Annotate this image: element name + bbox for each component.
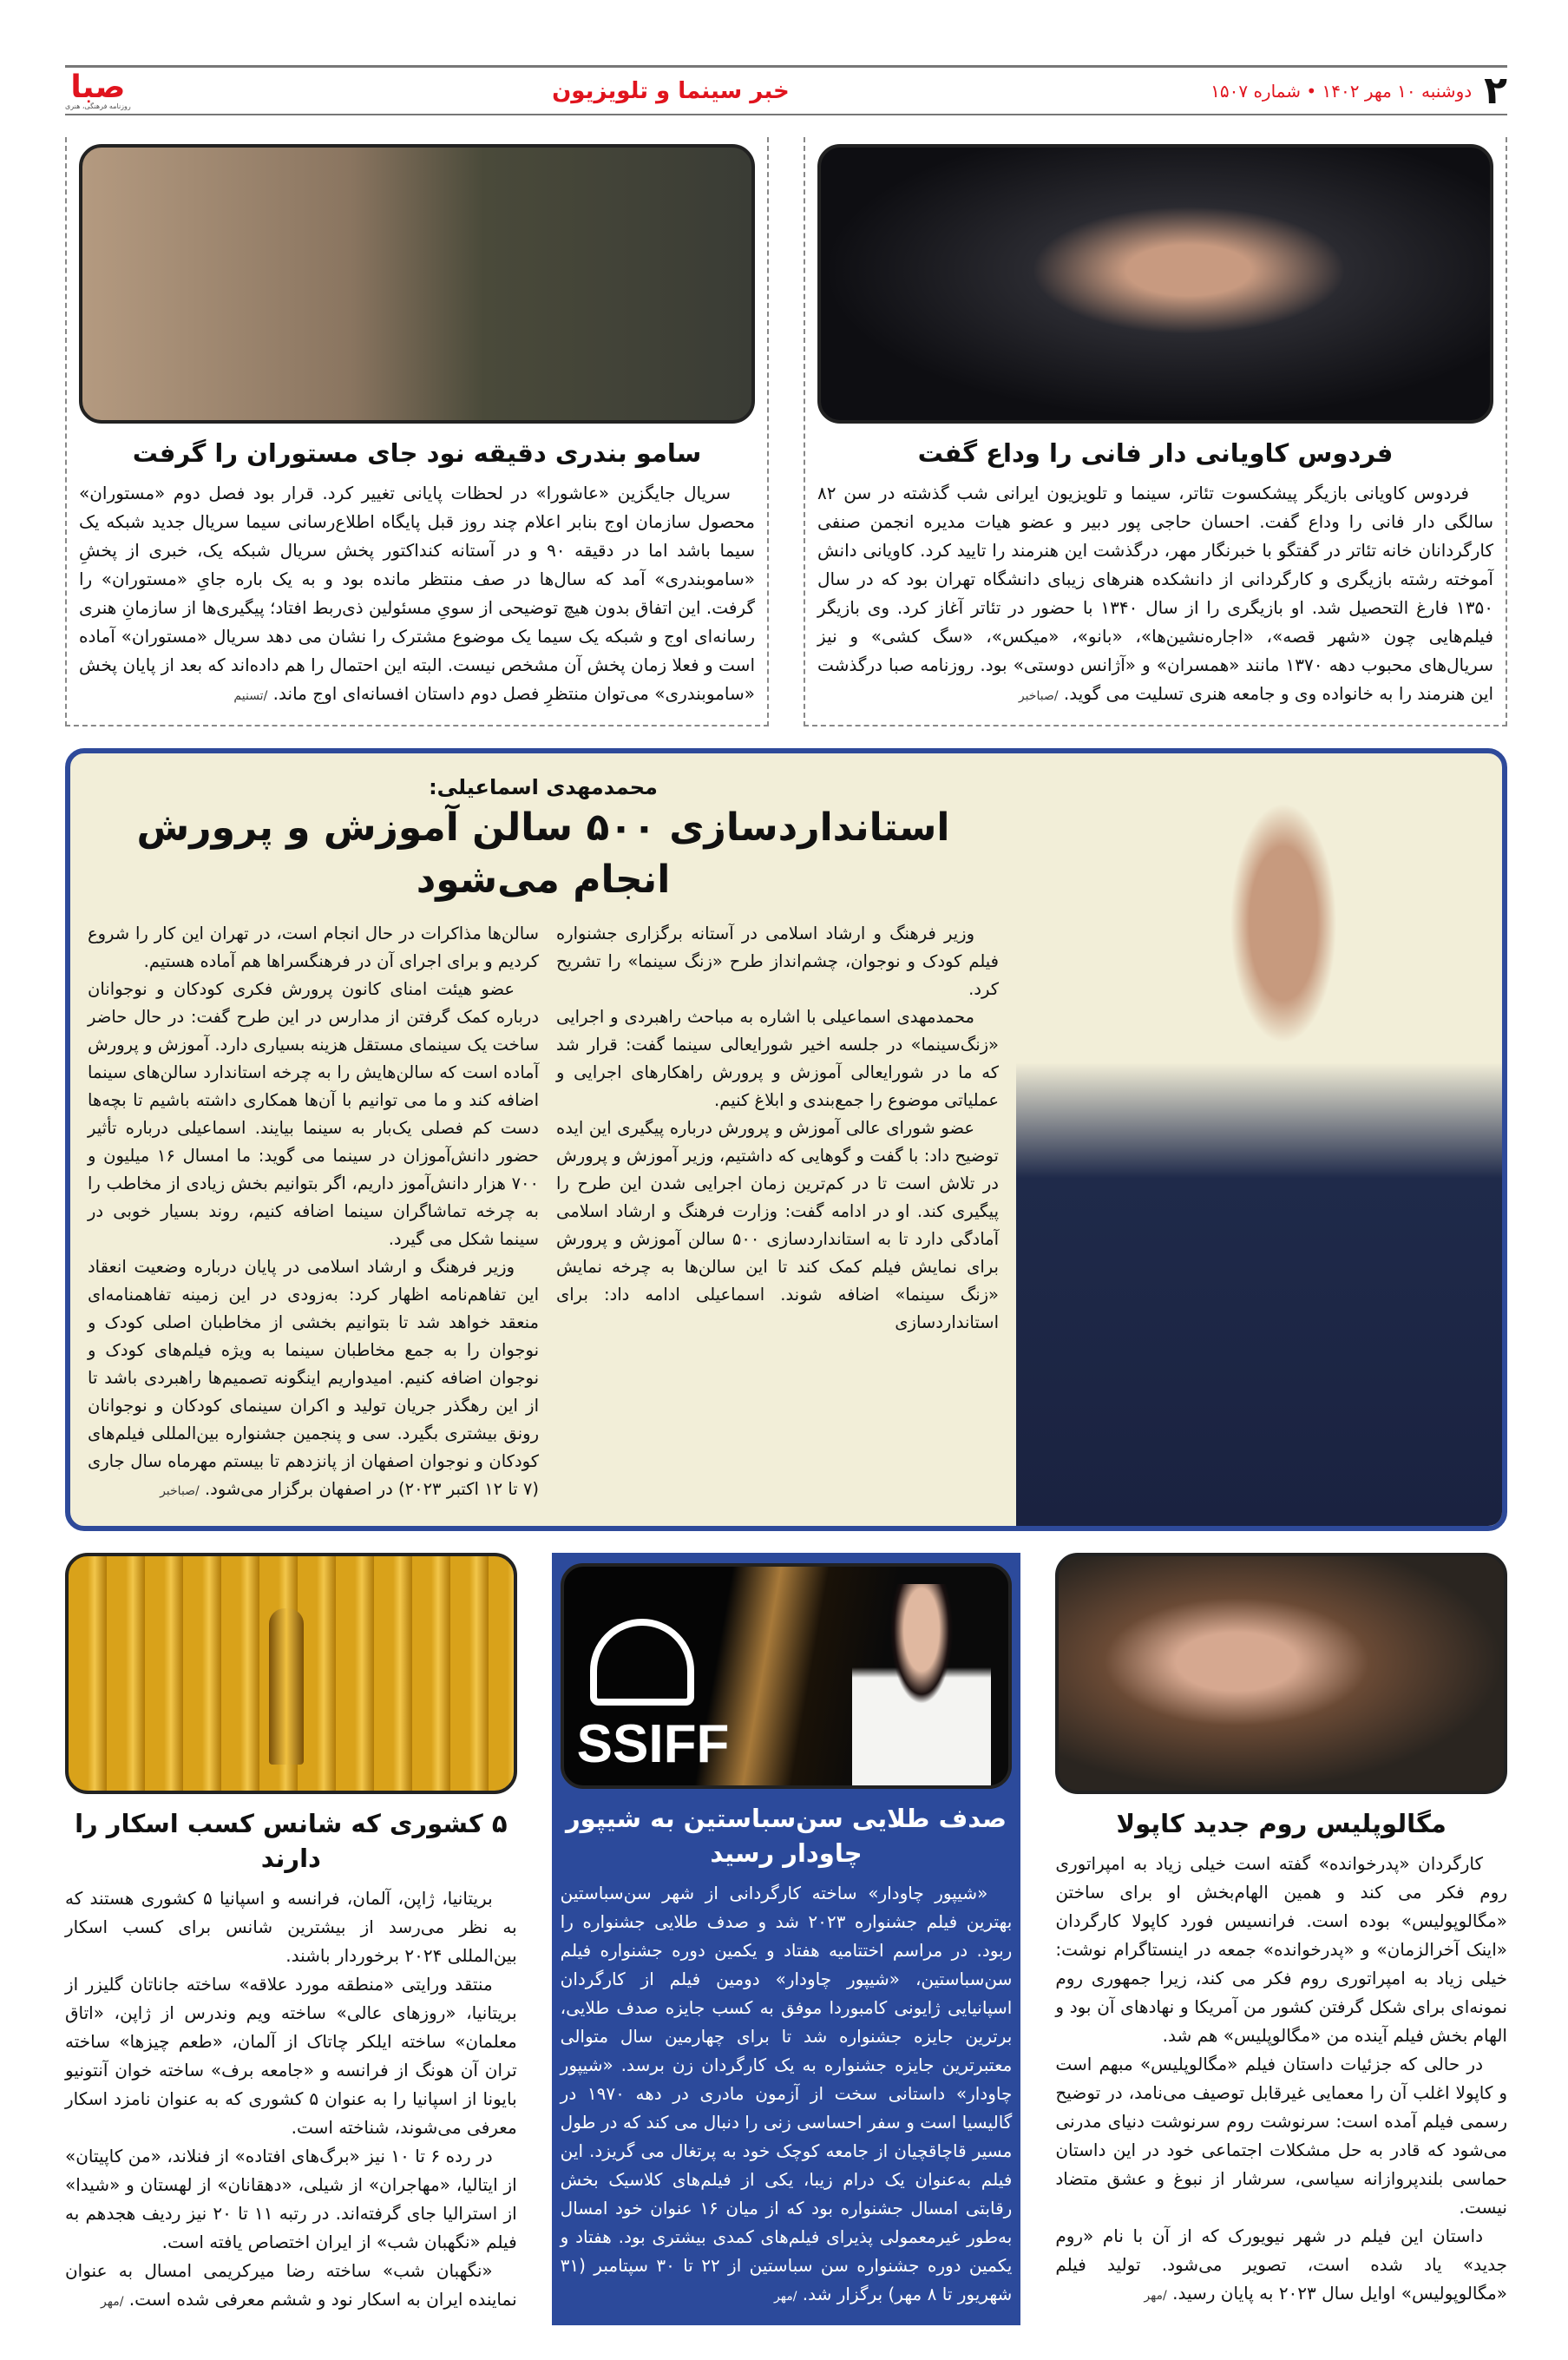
ssiff-logo-text: SSIFF bbox=[576, 1714, 730, 1774]
logo-subtitle: روزنامه فرهنگی، هنری bbox=[65, 102, 131, 110]
article-kavyani bbox=[804, 137, 1507, 726]
coppola-paragraph: در حالی که جزئیات داستان فیلم «مگالوپلیس» مبهم است و کاپولا اغلب آن را معمایی غیرقابل توصیف می‌نامد، در توضیح رسمی فیلم آمده است: سرنوشت روم سرنوشت دنیای مدرنی می‌شود که قادر به حل مشکلات اجتماعی خود در این داستان حماسی بلندپروازانه سیاسی، سرشار از نبوغ و عشق متضاد نیست. bbox=[1055, 2054, 1507, 2218]
coppola-source: /مهر bbox=[1144, 2289, 1167, 2303]
feature-paragraph: وزیر فرهنگ و ارشاد اسلامی در آستانه برگزاری جشنواره فیلم کودک و نوجوان، چشم‌انداز طرح «زنگ سینما» را تشریح کرد. bbox=[556, 924, 999, 999]
article-samo bbox=[65, 137, 769, 726]
bottom-row bbox=[65, 1553, 1507, 2325]
kavyani-body bbox=[817, 479, 1493, 711]
ssiff-title: صدف طلایی سن‌سباستین به شیپور چاودار رسید bbox=[565, 1804, 1007, 1868]
article-coppola bbox=[1055, 1553, 1507, 2311]
feature-title: استانداردسازی ۵۰۰ سالن آموزش و پرورش انجام می‌شود bbox=[136, 805, 950, 902]
feature-paragraph: سالن‌ها مذاکرات در حال انجام است، در تهران این کار را شروع کردیم و برای اجرای آن در فرهنگسراها هم آماده هستیم. bbox=[88, 924, 539, 971]
coppola-title: مگالوپلیس روم جدید کاپولا bbox=[1116, 1809, 1447, 1838]
feature-box bbox=[65, 748, 1507, 1531]
oscar-paragraph: «نگهبان شب» ساخته رضا میرکریمی امسال به عنوان نماینده ایران به اسکار نود و ششم معرفی شده است. bbox=[64, 2260, 517, 2310]
feature-column-right bbox=[556, 920, 999, 1505]
samo-bandari-photo bbox=[79, 144, 755, 424]
coppola-paragraph: کارگردان «پدرخوانده» گفته است خیلی زیاد به امپراتوری روم فکر می کند و همین الهام‌بخش او برای ساختن «مگالوپولیس» بوده است. فرانسیس فورد کاپولا کارگردان «اینک آخرالزمان» و «پدرخوانده» جمعه در اینستاگرام نوشت: خیلی زیاد به امپراتوری روم فکر می کند، زیرا جمهوری روم نمونه‌ای برای شکل گرفتن کشور من آمریکا و نهادهای آن بود و الهام بخش فیلم آینده من «مگالوپلیس» هم شد. bbox=[1055, 1853, 1507, 2046]
kavyani-text: فردوس کاویانی بازیگر پیشکسوت تئاتر، سینما و تلویزیون ایرانی شب گذشته در سن ۸۲ سالگی دار فانی را وداع گفت. احسان حاجی پور دبیر و عضو هیات مدیره انجمن صنفی کارگردانان خانه تئاتر در گفتگو با خبرنگار مهر، درگذشت این هنرمند را تایید کرد. کاویانی دانش آموخته رشته بازیگری و کارگردانی از دانشکده هنرهای زیبای دانشگاه تهران بود که در سال ۱۳۵۰ فارغ التحصیل شد. او بازیگری را از سال ۱۳۴۰ با حضور در تئاتر آغاز کرد. وی بازیگر فیلم‌هایی چون «شهر قصه»، «اجاره‌نشین‌ها»، «بانو»، «میکس»، «سگ کشی» و نیز سریال‌های محبوب دهه ۱۳۷۰ مانند «همسران» و «آژانس دوستی» بود. روزنامه صبا درگذشت این هنرمند را به خانواده وی و جامعه هنری تسلیت می گوید. bbox=[817, 483, 1494, 704]
coppola-body bbox=[1055, 1850, 1507, 2311]
feature-columns bbox=[88, 920, 999, 1505]
logo-text: صبا bbox=[70, 69, 126, 105]
feature-kicker: محمدمهدی اسماعیلی: bbox=[429, 775, 658, 799]
samo-source: /تسنیم bbox=[233, 689, 268, 703]
kavyani-source: /صباخبر bbox=[1018, 689, 1059, 703]
kavyani-photo bbox=[817, 144, 1493, 424]
newspaper-logo bbox=[65, 69, 131, 110]
kavyani-title: فردوس کاویانی دار فانی را وداع گفت bbox=[917, 438, 1394, 468]
oscar-body bbox=[65, 1884, 517, 2317]
oscar-paragraph: بریتانیا، ژاپن، آلمان، فرانسه و اسپانیا ۵ کشوری هستند که به نظر می‌رسد از بیشترین شانس برای کسب اسکار بین‌المللی ۲۰۲۴ برخوردار باشند. bbox=[64, 1888, 517, 1966]
oscar-paragraph: در رده ۶ تا ۱۰ نیز «برگ‌های افتاده» از فنلاند، «من کاپیتان» از ایتالیا، «مهاجران» از شیلی، «دهقانان» از لهستان و «شیدا» از استرالیا جای گرفته‌اند. در رتبه ۱۱ تا ۲۰ نیز ردیف هجدهم به فیلم «نگهبان شب» از ایران اختصاص یافته است. bbox=[64, 2146, 517, 2252]
feature-source: /صباخبر bbox=[160, 1484, 200, 1498]
feature-paragraph: محمدمهدی اسماعیلی با اشاره به مباحث راهبردی و اجرایی «زنگ‌سینما» در جلسه اخیر شورایعالی سینما گفت: قرار شد که ما در شورایعالی آموزش و پرورش راهکارهای اجرایی و عملیاتی موضوع را جمع‌بندی و ابلاغ کنیم. bbox=[556, 1007, 999, 1110]
oscar-photo bbox=[65, 1553, 517, 1794]
ssiff-text: «شیپور چاودار» ساخته کارگردانی از شهر سن‌سباستین بهترین فیلم جشنواره ۲۰۲۳ شد و صدف طلایی جشنواره را ربود. در مراسم اختتامیه هفتاد و یکمین دوره جشنواره فیلم سن‌سباستین، «شیپور چاودار» دومین فیلم از کارگردان اسپانیایی ژایونی کامبوردا موفق به کسب جایزه صدف طلایی، برترین جایزه جشنواره شد تا برای چهارمین سال متوالی معتبرترین جایزه جشنواره به یک کارگردان زن برسد. «شیپور چاودار» داستانی سخت از آزمون مادری در دهه ۱۹۷۰ در گالیسیا است و سفر احساسی زنی را دنبال می کند که در طول مسیر قاچاقچیان از جامعه کوچک خود به پرتغال می گریزد. این فیلم به‌عنوان یک درام زیبا، یکی از فیلم‌های کلاسیک بخش رقابتی امسال جشنواره بود که از میان ۱۶ عنوان خود امسال به‌طور غیرمعمولی پذیرای فیلم‌های کمدی بیشتری بود. هفتاد و یکمین دوره جشنواره سن سباستین از ۲۲ تا ۳۰ سپتامبر (۳۱ شهریور تا ۸ مهر) برگزار شد. bbox=[560, 1883, 1013, 2304]
samo-body bbox=[79, 479, 755, 711]
ssiff-body bbox=[561, 1879, 1013, 2311]
article-oscar bbox=[65, 1553, 517, 2317]
page-header bbox=[65, 65, 1507, 115]
issue-info bbox=[1210, 69, 1507, 113]
oscar-statuette-icon bbox=[269, 1608, 304, 1765]
ssiff-source: /مهر bbox=[774, 2290, 797, 2304]
samo-text: سریال جایگزین «عاشورا» در لحظات پایانی تغییر کرد. قرار بود فصل دوم «مستوران» محصول سازمان اوج بنابر اعلام چند روز قبل پایگاه اطلاع‌رسانی سیما سریال جدید شبکه یک سیما باشد اما در دقیقه ۹۰ و در آستانه کنداکتور پخش سریال شبکه یک، خبری از پخشِ «ساموبندری» آمد که سال‌ها در صف منتظر مانده بود و به یک باره جایِ «مستوران» را گرفت. این اتفاق بدون هیچ توضیحی از سویِ مسئولین ذی‌ربط افتاد؛ پیگیری‌ها از سازمانِ هنری رسانه‌ای اوج و شبکه یک سیما یک موضوع مشترک را نشان می دهد سریال «مستوران» آماده است و فعلا زمان پخش آن مشخص نیست. البته این احتمال را هم داده‌اند که بعد از پایان پخش «ساموبندری» می‌توان منتظرِ فصل دوم داستان افسانه‌ای اوج ماند. bbox=[79, 483, 756, 704]
oscar-source: /مهر bbox=[101, 2295, 124, 2309]
page-number: ۲ bbox=[1484, 68, 1507, 113]
section-title: خبر سینما و تلویزیون bbox=[552, 77, 790, 104]
coppola-paragraph: داستان این فیلم در شهر نیویورک که از آن با نام «روم جدید» یاد شده است، تصویر می‌شود. تولید فیلم «مگالوپولیس» اوایل سال ۲۰۲۳ به پایان رسید. bbox=[1055, 2225, 1507, 2304]
esmaeili-photo bbox=[1016, 753, 1502, 1526]
top-row bbox=[65, 137, 1507, 726]
shell-logo-icon bbox=[590, 1619, 694, 1706]
ssiff-photo bbox=[561, 1563, 1013, 1789]
feature-column-left bbox=[88, 920, 539, 1505]
issue-date: دوشنبه ۱۰ مهر ۱۴۰۲ • شماره ۱۵۰۷ bbox=[1210, 80, 1473, 102]
coppola-photo bbox=[1055, 1553, 1507, 1794]
winner-figure bbox=[852, 1584, 991, 1789]
feature-paragraph: عضو شورای عالی آموزش و پرورش درباره پیگیری این ایده توضیح داد: با گفت و گوهایی که داشتیم، وزیر آموزش و پرورش در تلاش است تا در کم‌ترین زمان اجرایی شدن این طرح را پیگیری کند. او در ادامه گفت: وزارت فرهنگ و ارشاد اسلامی آمادگی دارد تا به استانداردسازی ۵۰۰ سالن آموزش و پرورش برای نمایش فیلم کمک کند تا این سالن‌ها به چرخه نمایش «زنگ سینما» اضافه شوند. اسماعیلی ادامه داد: برای استانداردسازی bbox=[556, 1118, 999, 1332]
feature-paragraph: عضو هیئت امنای کانون پرورش فکری کودکان و نوجوانان درباره کمک گرفتن از مدارس در این طرح گفت: در حال حاضر ساخت یک سینمای مستقل هزینه بسیاری دارد. آموزش و پرورش آماده است که سالن‌هایش را به چرخه استاندارد سالن‌های سینما اضافه کند و ما می توانیم با آن‌ها همکاری داشته باشیم تا بچه‌ها دست کم فصلی یک‌بار به سینما بیایند. اسماعیلی درباره تأثیر حضور دانش‌آموزان در سینما می گوید: ما امسال ۱۶ میلیون و ۷۰۰ هزار دانش‌آموز داریم، اگر بتوانیم بخش زیادی از مخاطب را به چرخه تماشاگران سینما اضافه کنیم، روند بسیار خوبی در سینما شکل می گیرد. bbox=[88, 979, 539, 1249]
oscar-title: ۵ کشوری که شانس کسب اسکار را دارند bbox=[75, 1809, 508, 1873]
feature-paragraph: وزیر فرهنگ و ارشاد اسلامی در پایان درباره وضعیت انعقاد این تفاهم‌نامه اظهار کرد: به‌زودی در این زمینه تفاهمنامه‌ای منعقد خواهد شد تا بتوانیم بخشی از مخاطبان اصلی کودک و نوجوان را به جمع مخاطبان سینما به ویژه فیلم‌های کودک و نوجوان اضافه کنیم. امیدواریم اینگونه تصمیم‌ها راهبردی باشد تا از این رهگذر جریان تولید و اکران سینمای کودکان و نوجوانان رونق بیشتری بگیرد. سی و پنجمین جشنواره بین‌المللی فیلم‌های کودکان و نوجوان اصفهان از پانزدهم تا بیستم مهرماه سال جاری (۷ تا ۱۲ اکتبر ۲۰۲۳) در اصفهان برگزار می‌شود. bbox=[88, 1257, 539, 1499]
samo-title: سامو بندری دقیقه نود جای مستوران را گرفت bbox=[132, 438, 702, 468]
ssiff-box bbox=[552, 1553, 1021, 2325]
oscar-paragraph: منتقد ورایتی «منطقه مورد علاقه» ساخته جاناتان گلیزر از بریتانیا، «روزهای عالی» ساخته ویم وندرس از ژاپن، «اتاق معلمان» ساخته ایلکر چاتاک از آلمان، «طعم چیزها» ساخته تران آن هونگ از فرانسه و «جامعه برف» ساخته خوان آنتونیو بایونا از اسپانیا را به عنوان ۵ کشوری که به عنوان نامزد اسکار معرفی می‌شوند، شناخته است. bbox=[64, 1974, 517, 2138]
